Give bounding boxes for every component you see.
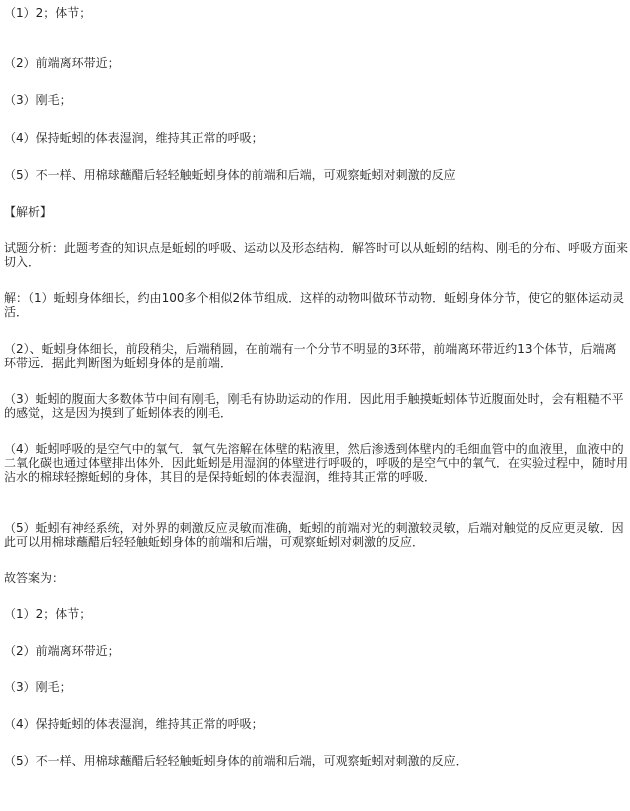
final-answer-4: （4）保持蚯蚓的体表湿润，维持其正常的呼吸； bbox=[4, 717, 264, 731]
analysis-heading: 【解析】 bbox=[4, 205, 53, 219]
answer-item-5: （5）不一样、用棉球蘸醋后轻轻触蚯蚓身体的前端和后端，可观察蚯蚓对刺激的反应 bbox=[4, 168, 456, 182]
answer-item-1: （1）2；体节； bbox=[4, 6, 92, 20]
solution-step-3: （3）蚯蚓的腹面大多数体节中间有刚毛，刚毛有协助运动的作用．因此用手触摸蚯蚓体节近腹面处时，会有粗糙不平的感觉，这是因为摸到了蚯蚓体表的刚毛． bbox=[4, 392, 624, 420]
analysis-intro: 试题分析：此题考查的知识点是蚯蚓的呼吸、运动以及形态结构．解答时可以从蚯蚓的结构、刚毛的分布、呼吸方面来切入． bbox=[4, 241, 629, 269]
answer-label: 故答案为： bbox=[4, 571, 65, 585]
final-answer-5: （5）不一样、用棉球蘸醋后轻轻触蚯蚓身体的前端和后端，可观察蚯蚓对刺激的反应． bbox=[4, 754, 468, 768]
solution-step-5: （5）蚯蚓有神经系统，对外界的刺激反应灵敏而准确，蚯蚓的前端对光的刺激较灵敏，后端对触觉的反应更灵敏．因此可以用棉球蘸醋后轻轻触蚯蚓身体的前端和后端，可观察蚯蚓对刺激的反应． bbox=[4, 521, 624, 549]
final-answer-3: （3）刚毛； bbox=[4, 680, 72, 694]
solution-step-4: （4）蚯蚓呼吸的是空气中的氧气．氧气先溶解在体壁的粘液里，然后渗透到体壁内的毛细血管中的血液里，血液中的二氧化碳也通过体壁排出体外．因此蚯蚓是用湿润的体壁进行呼吸的，呼吸的是空气中的氧气．在实验过程中，随时用沾水的棉球轻擦蚯蚓的身体，其目的是保持蚯蚓的体表湿润，维持其正常的呼吸． bbox=[4, 442, 629, 484]
answer-item-2: （2）前端离环带近； bbox=[4, 56, 120, 70]
final-answer-2: （2）前端离环带近； bbox=[4, 644, 120, 658]
answer-item-4: （4）保持蚯蚓的体表湿润，维持其正常的呼吸； bbox=[4, 131, 264, 145]
solution-step-1: 解：（1）蚯蚓身体细长，约由100多个相似2体节组成．这样的动物叫做环节动物．蚯蚓身体分节，使它的躯体运动灵活． bbox=[4, 291, 625, 319]
final-answer-1: （1）2；体节； bbox=[4, 607, 92, 621]
answer-item-3: （3）刚毛； bbox=[4, 93, 72, 107]
solution-step-2: （2）、蚯蚓身体细长，前段稍尖，后端稍圆，在前端有一个分节不明显的3环带，前端离环带近约13个体节，后端离环带远．据此判断图为蚯蚓身体的是前端． bbox=[4, 342, 617, 370]
